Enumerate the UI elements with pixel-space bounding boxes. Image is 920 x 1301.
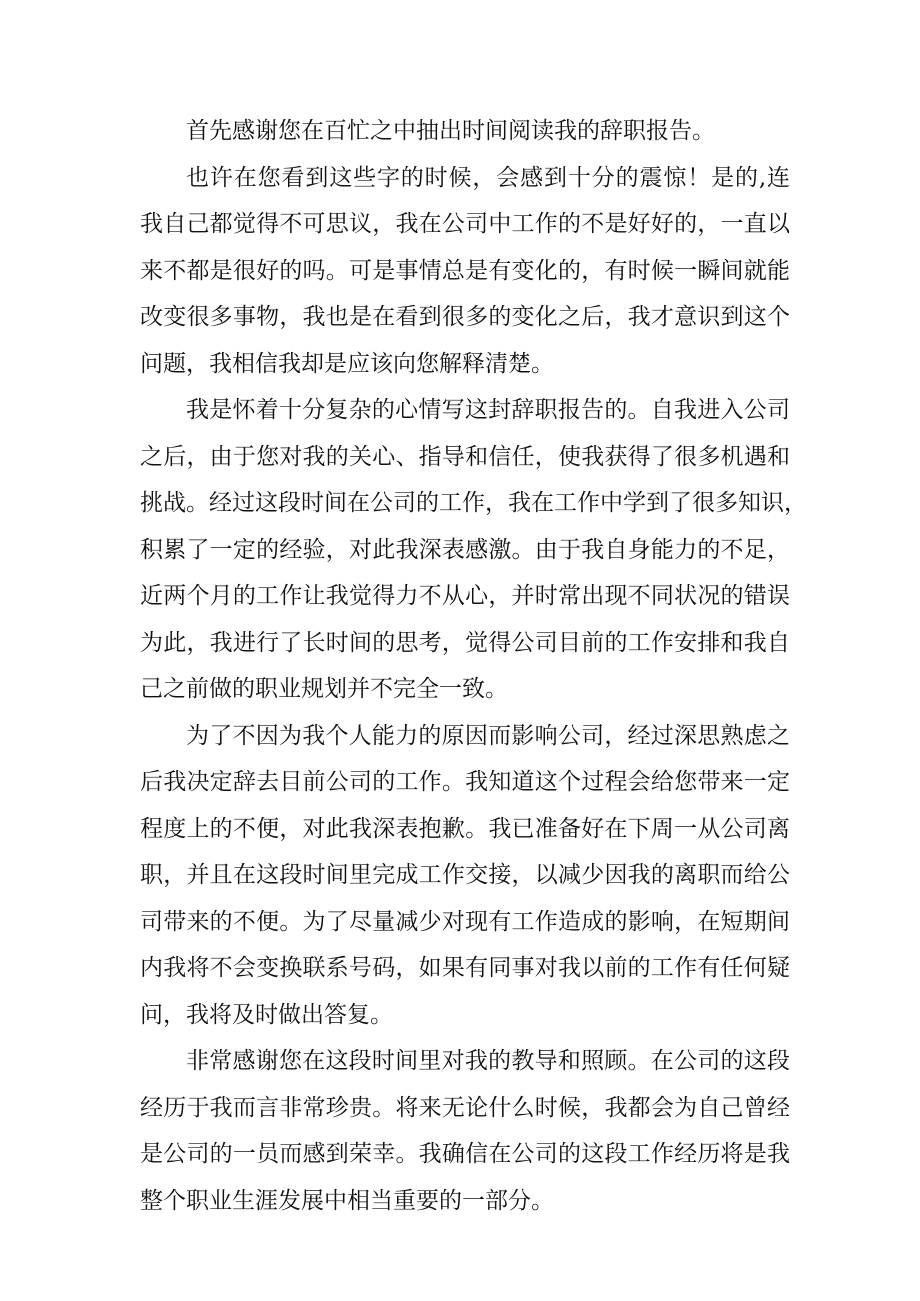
- paragraph-closing-thanks: [140, 1038, 790, 1224]
- text-line: 也许在您看到这些字的时候，会感到十分的震惊！是的,连: [186, 164, 790, 191]
- text-line: 来不都是很好的吗。可是事情总是有变化的，有时候一瞬间就能: [140, 257, 790, 284]
- text-line: 整个职业生涯发展中相当重要的一部分。: [140, 1187, 554, 1214]
- text-line: 首先感谢您在百忙之中抽出时间阅读我的辞职报告。: [186, 118, 715, 144]
- text-line: 改变很多事物，我也是在看到很多的变化之后，我才意识到这个: [140, 304, 790, 330]
- text-line: 问，我将及时做出答复。: [140, 1001, 393, 1028]
- text-line: 近两个月的工作让我觉得力不从心，并时常出现不同状况的错误: [140, 583, 790, 609]
- text-line: 非常感谢您在这段时间里对我的教导和照顾。在公司的这段: [186, 1048, 790, 1074]
- text-line: 为此，我进行了长时间的思考，觉得公司目前的工作安排和我自: [140, 629, 790, 656]
- paragraph-opening-thanks: [140, 108, 790, 155]
- letter-body: [140, 108, 807, 1224]
- paragraph-surprise: [140, 155, 790, 388]
- text-line: 我自己都觉得不可思议，我在公司中工作的不是好好的，一直以: [140, 211, 790, 237]
- text-line: 后我决定辞去目前公司的工作。我知道这个过程会给您带来一定: [140, 769, 790, 795]
- paragraph-reason: [140, 387, 807, 713]
- text-line: 职，并且在这段时间里完成工作交接，以减少因我的离职而给公: [140, 862, 790, 888]
- text-line: 挑战。经过这段时间在公司的工作，我在工作中学到了很多知识，: [140, 490, 807, 516]
- text-line: 为了不因为我个人能力的原因而影响公司，经过深思熟虑之: [186, 722, 790, 749]
- text-line: 之后，由于您对我的关心、指导和信任，使我获得了很多机遇和: [140, 443, 790, 470]
- paragraph-decision: [140, 713, 790, 1039]
- text-line: 程度上的不便，对此我深表抱歉。我已准备好在下周一从公司离: [140, 815, 790, 842]
- text-line: 我是怀着十分复杂的心情写这封辞职报告的。自我进入公司: [186, 397, 790, 423]
- text-line: 司带来的不便。为了尽量减少对现有工作造成的影响，在短期间: [140, 908, 790, 935]
- text-line: 问题，我相信我却是应该向您解释清楚。: [140, 350, 554, 377]
- text-line: 内我将不会变换联系号码，如果有同事对我以前的工作有任何疑: [140, 955, 790, 981]
- text-line: 积累了一定的经验，对此我深表感激。由于我自身能力的不足，: [140, 536, 790, 563]
- text-line: 是公司的一员而感到荣幸。我确信在公司的这段工作经历将是我: [140, 1141, 790, 1167]
- text-line: 经历于我而言非常珍贵。将来无论什么时候，我都会为自己曾经: [140, 1094, 790, 1121]
- text-line: 己之前做的职业规划并不完全一致。: [140, 676, 508, 702]
